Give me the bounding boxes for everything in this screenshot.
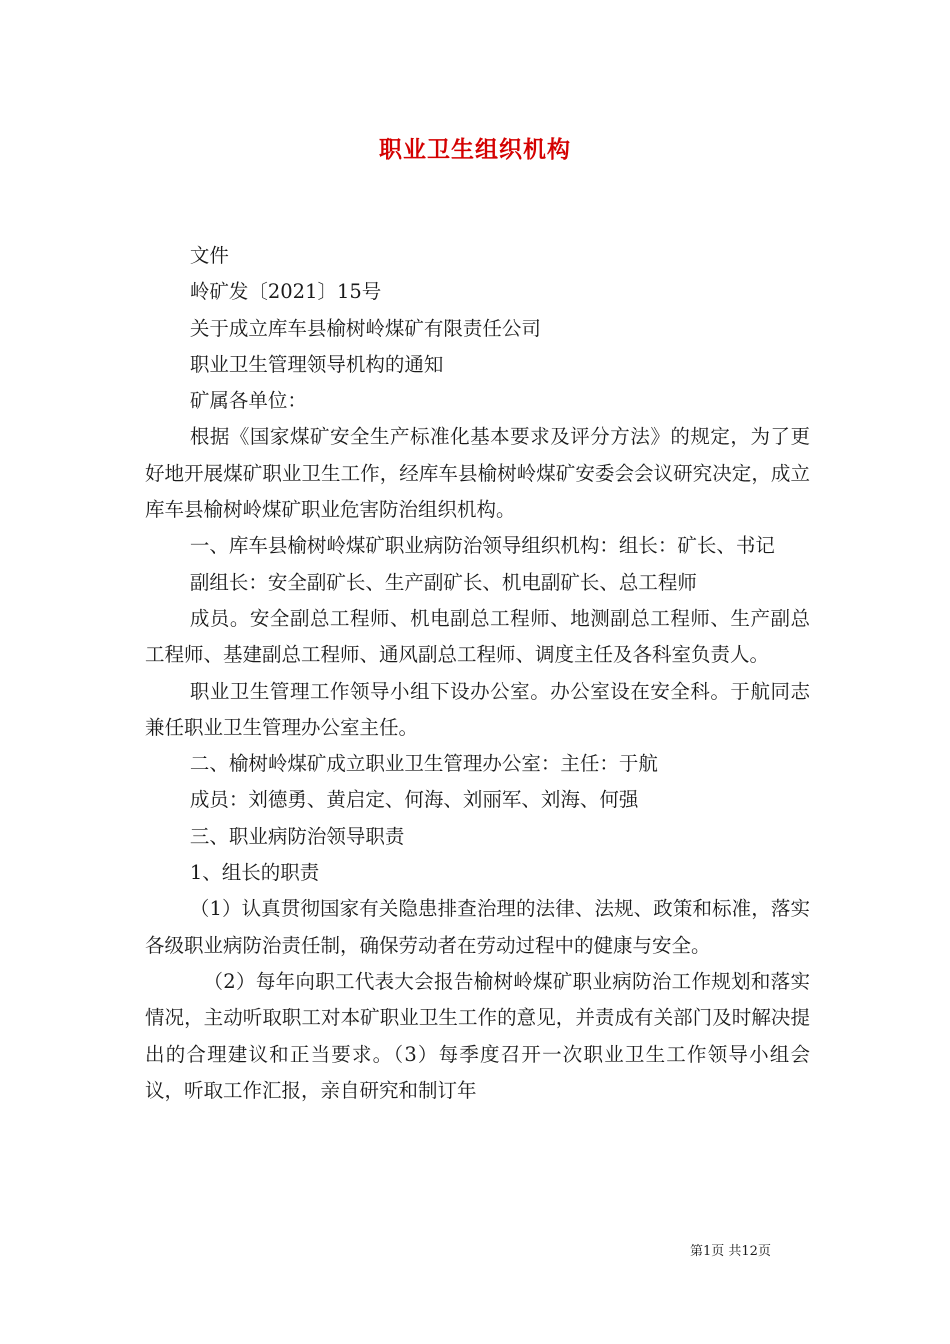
paragraph-notice-title-2: 职业卫生管理领导机构的通知	[189, 352, 444, 376]
document-title: 职业卫生组织机构	[379, 136, 571, 163]
paragraph-section-1: 一、库车县榆树岭煤矿职业病防治领导组织机构：组长：矿长、书记	[189, 534, 775, 558]
paragraph-addressee: 矿属各单位：	[189, 389, 307, 413]
paragraph-basis: 根据《国家煤矿安全生产标准化基本要求及评分方法》的规定，为了更好地开展煤矿职业卫生工作，经库车县榆树岭煤矿安委会会议研究决定，成立库车县榆树岭煤矿职业危害防治组织机构。	[145, 425, 810, 522]
paragraph-deputy-leaders: 副组长：安全副矿长、生产副矿长、机电副矿长、总工程师	[189, 570, 697, 594]
paragraph-file-label: 文件	[189, 244, 229, 267]
page-number: 第1页 共12页	[690, 1244, 771, 1259]
paragraph-doc-number: 岭矿发〔2021〕15号	[189, 280, 382, 304]
paragraph-members: 成员。安全副总工程师、机电副总工程师、地测副总工程师、生产副总工程师、基建副总工程师、通风副总工程师、调度主任及各科室负责人。	[145, 606, 810, 667]
document-body	[145, 238, 810, 1109]
paragraph-duty-1: （1）认真贯彻国家有关隐患排查治理的法律、法规、政策和标准，落实各级职业病防治责任制，确保劳动者在劳动过程中的健康与安全。	[145, 897, 810, 957]
paragraph-section-3: 三、职业病防治领导职责	[189, 824, 405, 848]
paragraph-leader-duties: 1、组长的职责	[189, 861, 320, 885]
paragraph-office: 职业卫生管理工作领导小组下设办公室。办公室设在安全科。于航同志兼任职业卫生管理办公室主任。	[145, 679, 810, 739]
paragraph-notice-title-1: 关于成立库车县榆树岭煤矿有限责任公司	[189, 316, 541, 340]
paragraph-section-2: 二、榆树岭煤矿成立职业卫生管理办公室：主任：于航	[189, 752, 658, 776]
paragraph-duty-2: （2）每年向职工代表大会报告榆树岭煤矿职业病防治工作规划和落实情况，主动听取职工对本矿职业卫生工作的意见，并责成有关部门及时解决提出的合理建议和正当要求。（3）每季度召开一次职业卫生工作领导小组会议，听取工作汇报，亲自研究和制订年	[145, 969, 810, 1102]
paragraph-office-members: 成员：刘德勇、黄启定、何海、刘丽军、刘海、何强	[189, 788, 639, 812]
